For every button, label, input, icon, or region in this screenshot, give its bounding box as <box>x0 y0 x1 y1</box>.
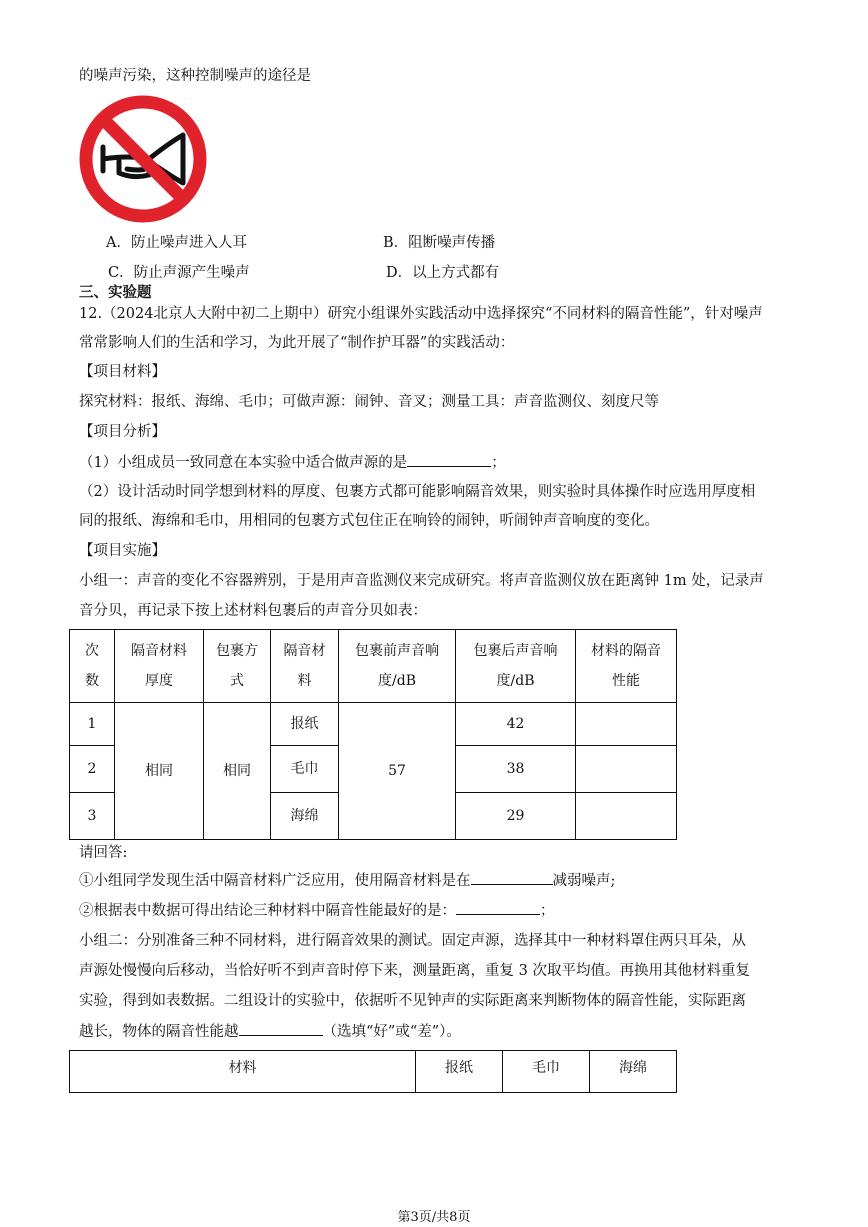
group2-line2: 声源处慢慢向后移动，当恰好听不到声音时停下来，测量距离，重复 3 次取平均值。再换用其他材料重复 <box>79 963 750 979</box>
group1-line2: 音分贝，再记录下按上述材料包裹后的声音分贝如表： <box>79 603 427 619</box>
materials-text: 探究材料：报纸、海绵、毛巾；可做声源：闹钟、音叉；测量工具：声音监测仪、刻度尺等 <box>79 394 659 410</box>
option-b: B．阻断噪声传播 <box>383 235 496 251</box>
header-cell-after: 包裹后声音响 度/dB <box>456 630 576 703</box>
header-cell-material: 隔音材 料 <box>271 630 339 703</box>
option-c: C．防止声源产生噪声 <box>108 265 250 281</box>
analysis-item-2-line2: 同的报纸、海绵和毛巾，用相同的包裹方式包住正在响铃的闹钟，听闹钟声音响度的变化。 <box>79 513 659 529</box>
table-header-row <box>70 630 677 703</box>
row-number: 1 <box>70 703 115 746</box>
wrap-cell: 相同 <box>204 703 271 840</box>
performance-cell[interactable] <box>576 746 677 793</box>
group2-line1: 小组二：分别准备三种不同材料，进行隔音效果的测试。固定声源，选择其中一种材料罩住两只耳朵，从 <box>79 933 746 949</box>
towel-cell: 毛巾 <box>503 1051 590 1093</box>
answer-blank-4[interactable] <box>239 1021 323 1036</box>
group2-line4: 越长，物体的隔音性能越 （选填“好”或“差”）。 <box>79 1021 461 1042</box>
q12-intro-line1: 12.（2024北京人大附中初二上期中）研究小组课外实践活动中选择探究“不同材料的隔音性能”，针对噪声 <box>79 306 763 322</box>
material-cell: 报纸 <box>271 703 339 746</box>
header-cell-before: 包裹前声音响 度/dB <box>339 630 456 703</box>
answer-blank-2[interactable] <box>471 870 553 885</box>
analysis-item-2-line1: （2）设计活动时同学想到材料的厚度、包裹方式都可能影响隔音效果，则实验时具体操作时应选用厚度相 <box>79 484 756 500</box>
q12-intro-line2: 常常影响人们的生活和学习，为此开展了“制作护耳器”的实践活动： <box>79 335 515 351</box>
after-cell: 42 <box>456 703 576 746</box>
analysis-heading: 【项目分析】 <box>79 424 166 440</box>
performance-cell[interactable] <box>576 703 677 746</box>
row-number: 2 <box>70 746 115 793</box>
group2-line3: 实验，得到如表数据。二组设计的实验中，依据听不见钟声的实际距离来判断物体的隔音性能，实际距离 <box>79 993 746 1009</box>
page-footer: 第3页/共8页 <box>397 1210 471 1225</box>
material-cell: 毛巾 <box>271 746 339 793</box>
header-cell-wrap: 包裹方 式 <box>204 630 271 703</box>
section-title: 三、实验题 <box>79 284 152 301</box>
results-table <box>69 629 677 840</box>
distance-table <box>69 1050 677 1093</box>
before-cell: 57 <box>339 703 456 840</box>
header-cell-performance: 材料的隔音 性能 <box>576 630 677 703</box>
after-cell: 29 <box>456 793 576 840</box>
implement-heading: 【项目实施】 <box>79 543 166 559</box>
header-cell-count: 次 数 <box>70 630 115 703</box>
header-cell-thickness: 隔音材料 厚度 <box>115 630 204 703</box>
table-row <box>70 1051 677 1093</box>
answer-blank-1[interactable] <box>407 452 491 467</box>
thickness-cell: 相同 <box>115 703 204 840</box>
option-a: A．防止噪声进入人耳 <box>106 235 247 251</box>
sub-question-2: ②根据表中数据可得出结论三种材料中隔音性能最好的是： ； <box>79 900 555 921</box>
after-cell: 38 <box>456 746 576 793</box>
answer-blank-3[interactable] <box>456 900 540 915</box>
materials-heading: 【项目材料】 <box>79 364 166 380</box>
material-cell: 海绵 <box>271 793 339 840</box>
analysis-item-1: （1）小组成员一致同意在本实验中适合做声源的是 ； <box>79 452 506 473</box>
group1-line1: 小组一：声音的变化不容器辨别，于是用声音监测仪来完成研究。将声音监测仪放在距离钟 1m 处，记录声 <box>79 573 764 589</box>
question-stem-tail: 的噪声污染，这种控制噪声的途径是 <box>79 68 311 84</box>
row-number: 3 <box>70 793 115 840</box>
sub-question-1: ①小组同学发现生活中隔音材料广泛应用，使用隔音材料是在 减弱噪声; <box>79 870 615 891</box>
sponge-cell: 海绵 <box>590 1051 677 1093</box>
option-d: D．以上方式都有 <box>386 265 500 281</box>
performance-cell[interactable] <box>576 793 677 840</box>
table-row <box>70 703 677 746</box>
answer-prompt: 请回答: <box>79 845 128 861</box>
newspaper-cell: 报纸 <box>416 1051 503 1093</box>
material-label-cell: 材料 <box>70 1051 416 1093</box>
no-horn-sign-icon <box>79 95 207 223</box>
